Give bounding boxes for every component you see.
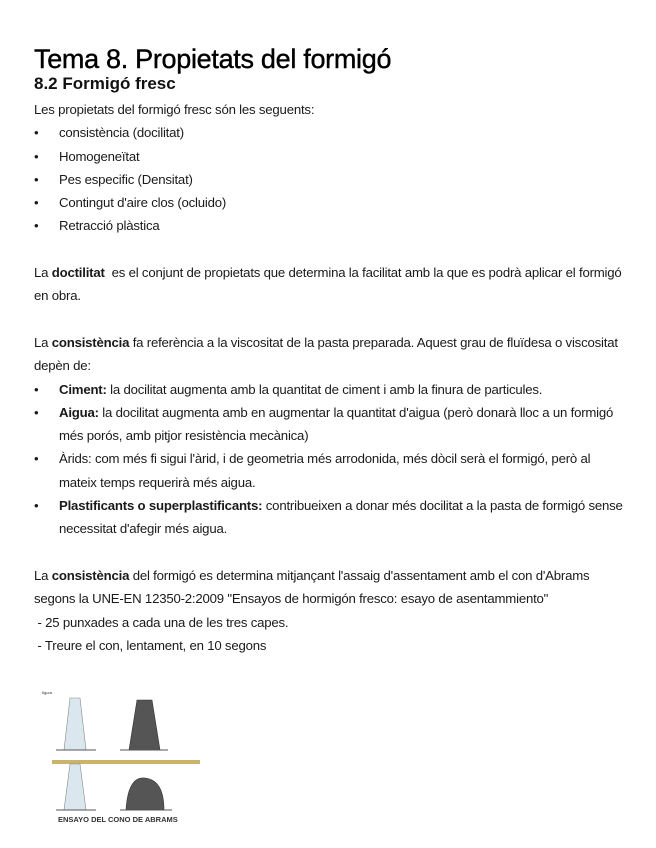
doctilitat-paragraph: La doctilitat es el conjunt de propietats que determina la facilitat amb la que es podrà aplicar el formigó en obra.	[34, 265, 626, 304]
list-item: • Pes especific (Densitat)	[34, 171, 193, 187]
list-item: • consistència (docilitat)	[34, 125, 184, 141]
properties-list	[34, 121, 624, 237]
step-item: - Treure el con, lentament, en 10 segons	[34, 637, 267, 653]
figure-caption: ENSAYO DEL CONO DE ABRAMS	[58, 815, 178, 824]
assaig-paragraph: La consistència del formigó es determina mitjançant l'assaig d'assentament amb el con d'Abrams segons la UNE-EN 12350-2:2009 "Ensayos de hormigón fresco: esayo de asentammiento"	[34, 567, 590, 607]
list-item: • Àrids: com més fi sigui l'àrid, i de geometria més arrodonida, més dòcil serà el formigó, però al mateix temps requerirà més aigua.	[34, 451, 591, 490]
document-page	[34, 44, 624, 657]
consistencia-paragraph: La consistència fa referència a la viscositat de la pasta preparada. Aquest grau de fluïdesa o viscositat depèn de:	[34, 334, 618, 374]
section-title: 8.2 Formigó fresc	[34, 74, 176, 93]
list-item: • Plastificants o superplastificants: contribueixen a donar més docilitat a la pasta de formigó sense necessitat d'afegir més aigua.	[34, 498, 623, 537]
step-item: - 25 punxades a cada una de les tres capes.	[34, 614, 289, 630]
list-item: • Contingut d'aire clos (ocluido)	[34, 195, 227, 211]
list-item: • Aigua: la docilitat augmenta amb en augmentar la quantitat d'aigua (però donarà lloc a un formigó més porós, amb pitjor resistència mecànica)	[34, 404, 614, 444]
intro-text: Les propietats del formigó fresc són les seguents:	[34, 102, 315, 117]
list-item: • Ciment: la docilitat augmenta amb la quantitat de ciment i amb la finura de particules.	[34, 381, 543, 397]
list-item: • Homogeneïtat	[34, 148, 140, 164]
abrams-cone-figure	[42, 688, 204, 830]
factors-list	[34, 378, 624, 541]
figure-label: figura	[42, 690, 53, 695]
list-item: • Retracció plàstica	[34, 218, 160, 234]
page-title: Tema 8. Propietats del formigó	[34, 44, 392, 74]
